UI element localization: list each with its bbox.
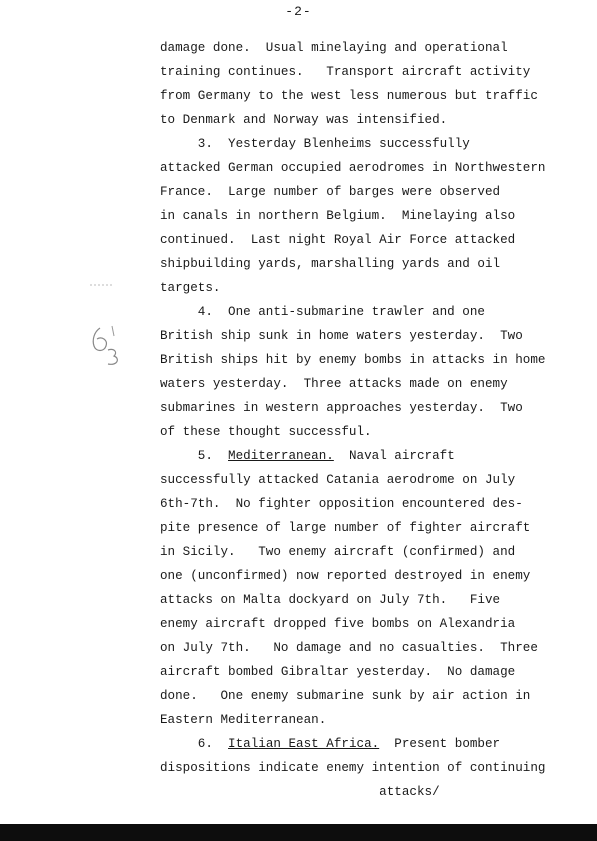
text-line: done. One enemy submarine sunk by air action in [160,689,531,703]
text-line: enemy aircraft dropped five bombs on Alexandria [160,617,516,631]
page-number: -2- [285,4,312,19]
text-line: 3. Yesterday Blenheims successfully [160,137,470,151]
text-line: Eastern Mediterranean. [160,713,327,727]
text-line: continued. Last night Royal Air Force attacked [160,233,516,247]
underlined-heading: Mediterranean. [228,449,334,463]
text-line: one (unconfirmed) now reported destroyed in enemy [160,569,531,583]
text-line: attacks on Malta dockyard on July 7th. Five [160,593,501,607]
text-line: 4. One anti-submarine trawler and one [160,305,485,319]
text-line: British ship sunk in home waters yesterday. Two [160,329,523,343]
text-line: targets. [160,281,221,295]
text-line: 6. Italian East Africa. Present bomber [160,737,501,751]
text-line: successfully attacked Catania aerodrome on July [160,473,516,487]
text-line: aircraft bombed Gibraltar yesterday. No damage [160,665,516,679]
text-line: attacks/ [160,785,440,799]
text-line: training continues. Transport aircraft activity [160,65,531,79]
text-line: on July 7th. No damage and no casualties. Three [160,641,538,655]
underlined-heading: Italian East Africa. [228,737,380,751]
text-line: submarines in western approaches yesterday. Two [160,401,523,415]
margin-pencil-mark [86,322,126,368]
text-line: from Germany to the west less numerous but traffic [160,89,538,103]
text-line: damage done. Usual minelaying and operational [160,41,508,55]
text-line: British ships hit by enemy bombs in attacks in home [160,353,546,367]
text-line: to Denmark and Norway was intensified. [160,113,448,127]
text-line: in canals in northern Belgium. Minelaying also [160,209,516,223]
text-line: 5. Mediterranean. Naval aircraft [160,449,455,463]
text-line: 6th-7th. No fighter opposition encountered des- [160,497,523,511]
text-line: shipbuilding yards, marshalling yards and oil [160,257,501,271]
text-line: in Sicily. Two enemy aircraft (confirmed) and [160,545,516,559]
text-line: waters yesterday. Three attacks made on enemy [160,377,508,391]
text-line: pite presence of large number of fighter aircraft [160,521,531,535]
text-line: attacked German occupied aerodromes in Northwestern [160,161,546,175]
margin-dash-mark [90,273,112,275]
text-line: dispositions indicate enemy intention of continuing [160,761,546,775]
text-line: of these thought successful. [160,425,372,439]
scan-edge-bar [0,824,597,841]
text-line: France. Large number of barges were observed [160,185,501,199]
